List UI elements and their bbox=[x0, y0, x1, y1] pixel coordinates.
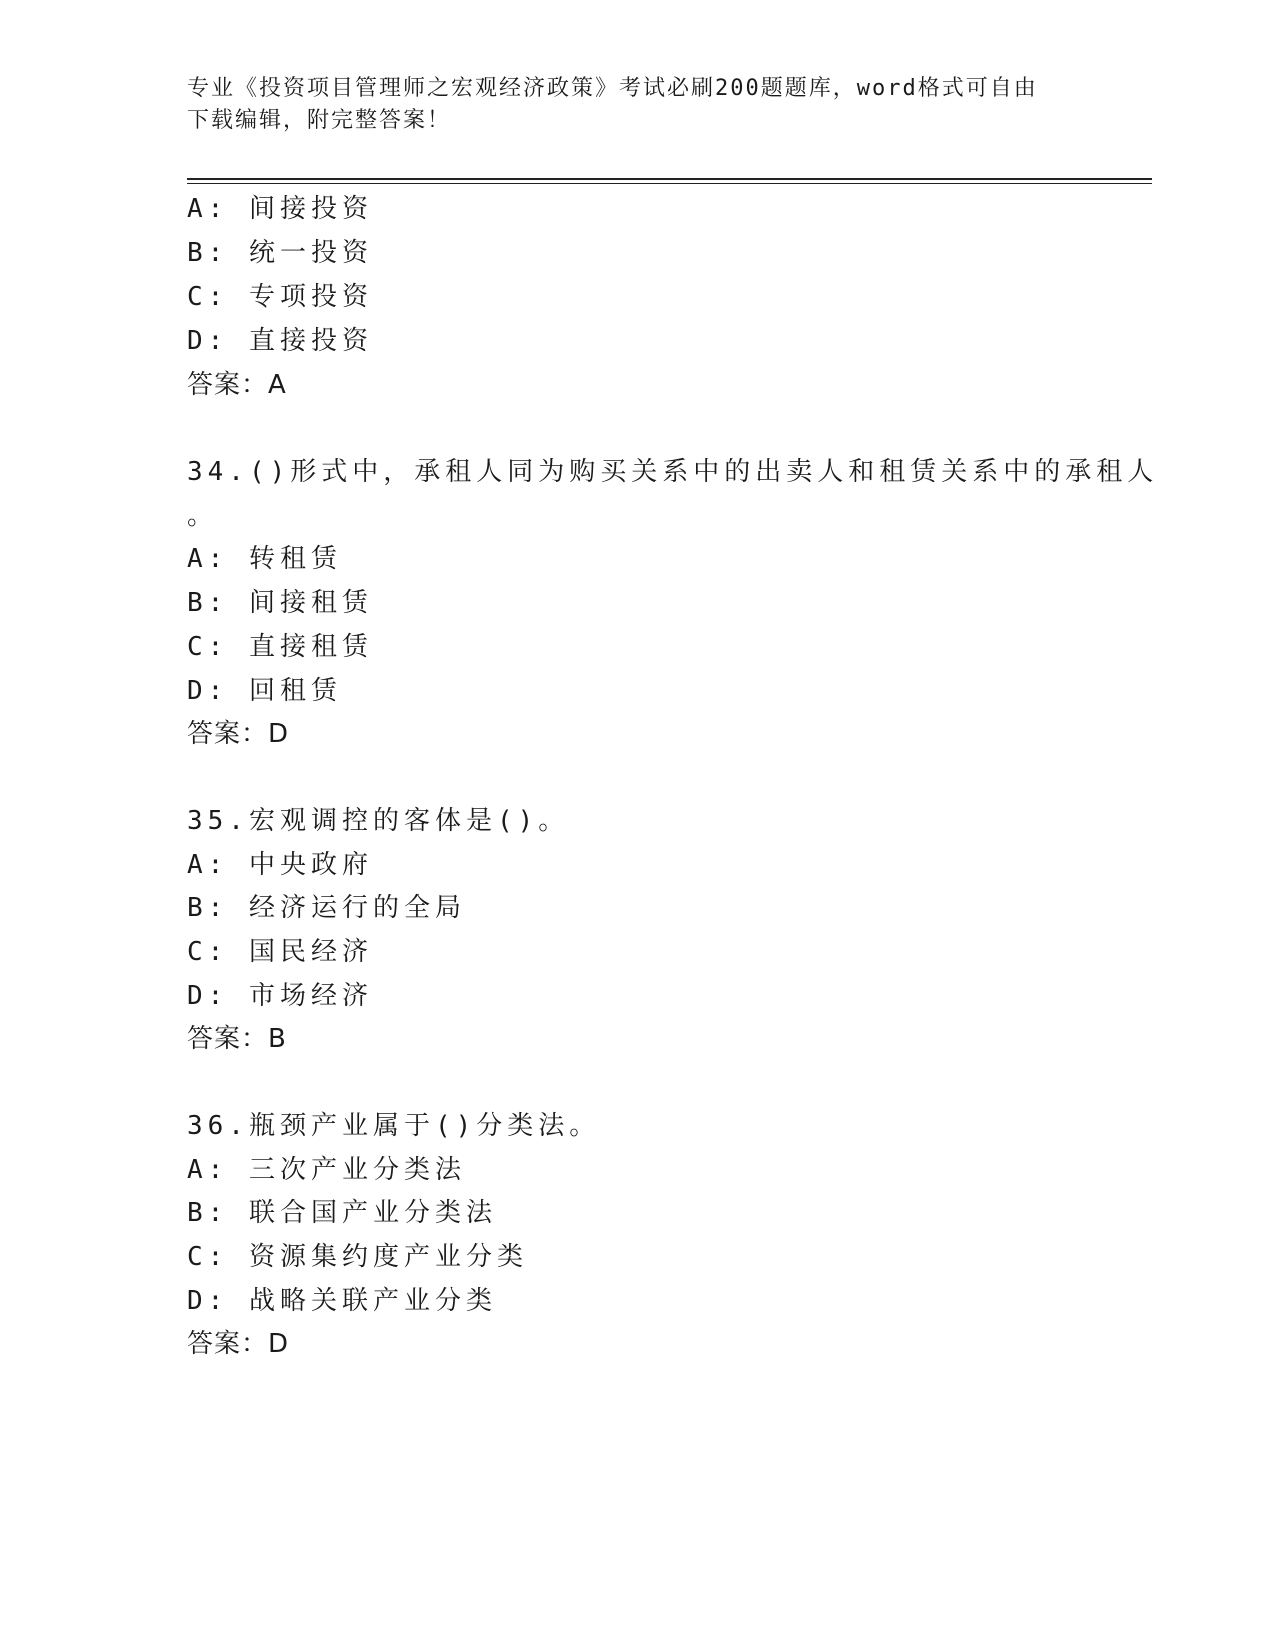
question-34-option-d: D: 回租赁 bbox=[187, 676, 342, 706]
answer-line: 答案：A bbox=[187, 370, 287, 400]
question-34-answer: 答案：D bbox=[187, 719, 290, 749]
question-36-option-c: C: 资源集约度产业分类 bbox=[187, 1242, 528, 1272]
question-36-answer: 答案：D bbox=[187, 1329, 290, 1359]
question-35-option-c: C: 国民经济 bbox=[187, 937, 373, 967]
document-header bbox=[187, 73, 1087, 137]
question-35-stem: 35.宏观调控的客体是()。 bbox=[187, 806, 570, 836]
question-34-option-a: A: 转租赁 bbox=[187, 544, 342, 574]
question-35-answer: 答案：B bbox=[187, 1024, 287, 1054]
option-b: B: 统一投资 bbox=[187, 238, 373, 268]
question-36-option-b: B: 联合国产业分类法 bbox=[187, 1198, 497, 1228]
option-c: C: 专项投资 bbox=[187, 282, 373, 312]
header-rule-thick bbox=[187, 178, 1152, 180]
option-d: D: 直接投资 bbox=[187, 326, 373, 356]
question-36-stem: 36.瓶颈产业属于()分类法。 bbox=[187, 1111, 601, 1141]
question-34-stem-continued: 。 bbox=[187, 501, 219, 531]
question-34-option-b: B: 间接租赁 bbox=[187, 588, 373, 618]
question-36-option-a: A: 三次产业分类法 bbox=[187, 1155, 466, 1185]
question-35-option-a: A: 中央政府 bbox=[187, 850, 373, 880]
header-line-2: 下载编辑，附完整答案！ bbox=[187, 108, 452, 133]
question-35-option-b: B: 经济运行的全局 bbox=[187, 893, 466, 923]
question-34-option-c: C: 直接租赁 bbox=[187, 632, 373, 662]
question-36-option-d: D: 战略关联产业分类 bbox=[187, 1286, 497, 1316]
question-34-stem: 34.()形式中，承租人同为购买关系中的出卖人和租赁关系中的承租人 bbox=[187, 457, 1159, 487]
header-line-1: 专业《投资项目管理师之宏观经济政策》考试必刷200题题库，word格式可自由 bbox=[187, 76, 1038, 101]
header-rule-thin bbox=[187, 183, 1152, 184]
option-a: A: 间接投资 bbox=[187, 194, 373, 224]
question-35-option-d: D: 市场经济 bbox=[187, 981, 373, 1011]
